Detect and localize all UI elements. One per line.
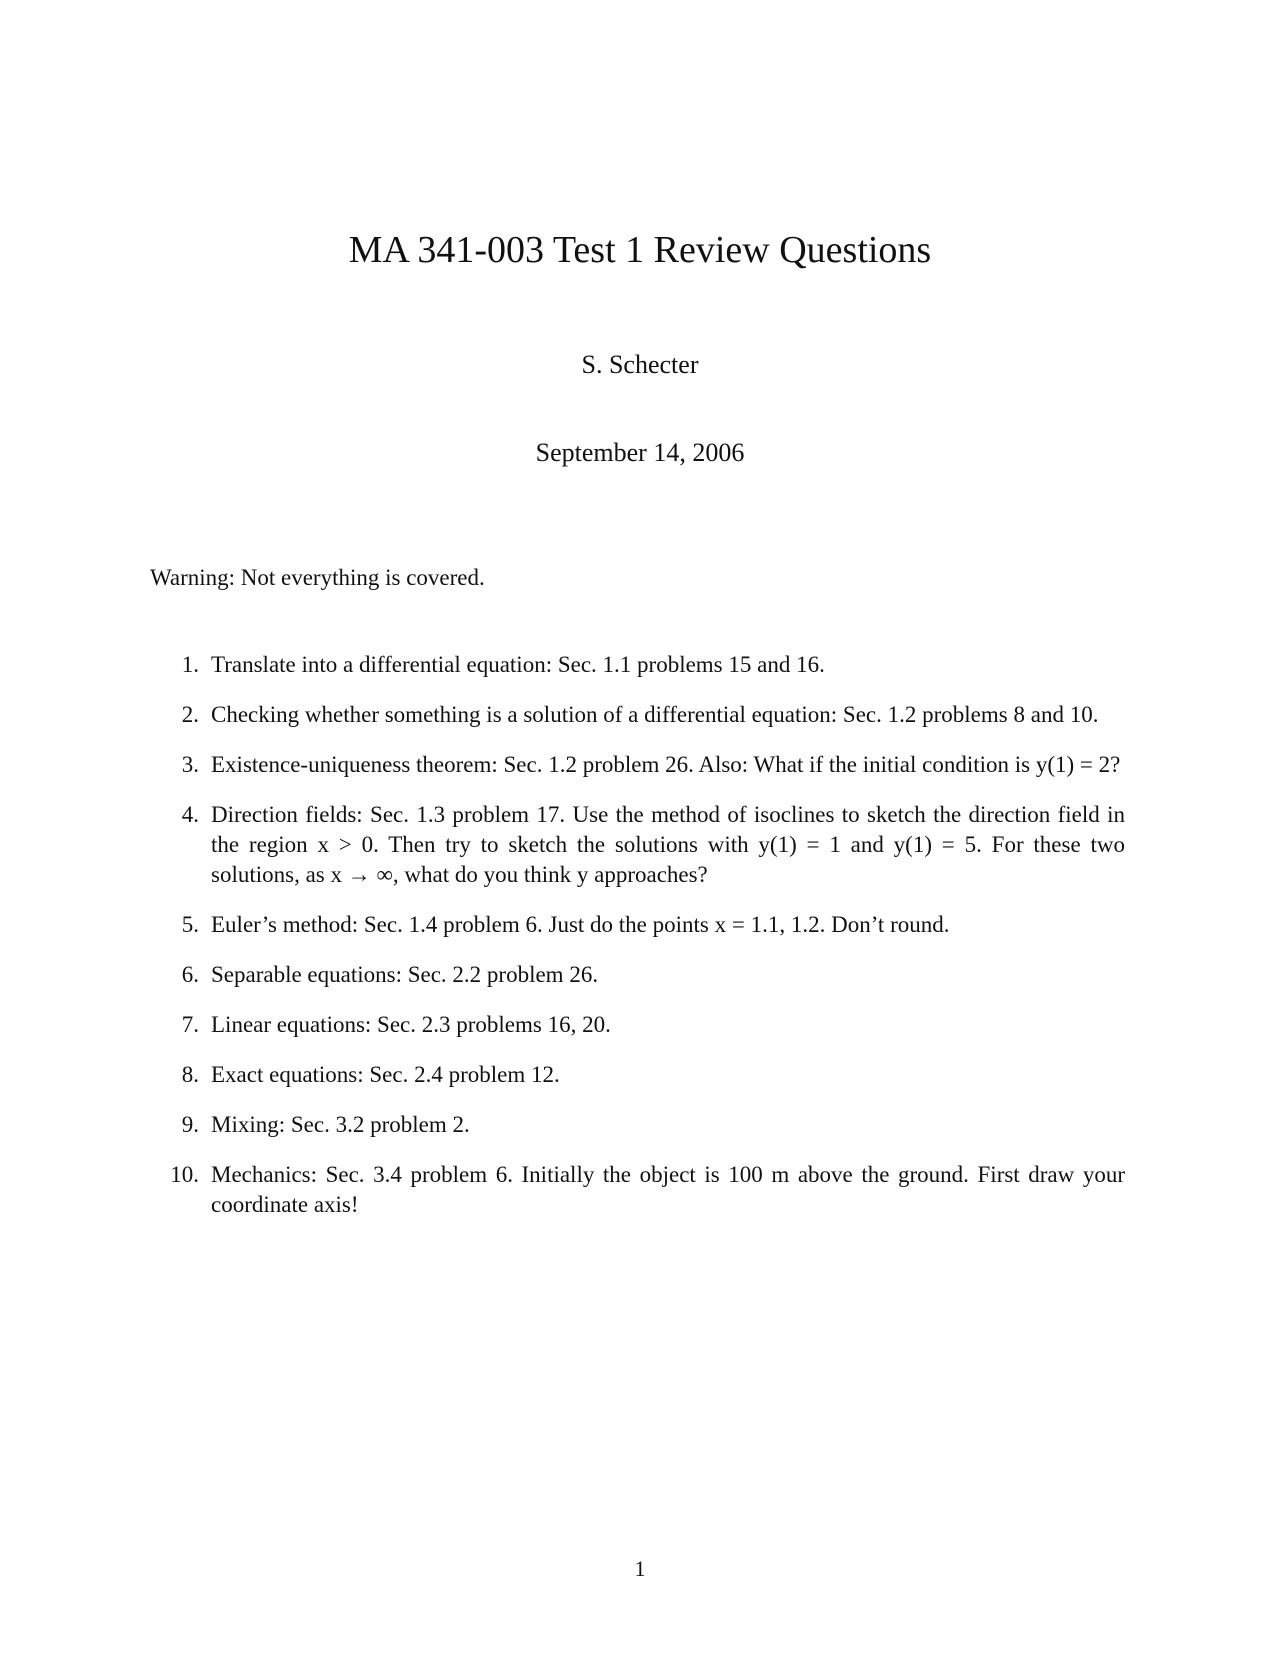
- question-text: Mixing: Sec. 3.2 problem 2.: [211, 1112, 470, 1137]
- question-item: [150, 1060, 1125, 1090]
- question-text: Linear equations: Sec. 2.3 problems 16, 20.: [211, 1012, 611, 1037]
- question-text: Translate into a differential equation: Sec. 1.1 problems 15 and 16.: [211, 652, 825, 677]
- warning-note: Warning: Not everything is covered.: [150, 565, 485, 590]
- document-author: S. Schecter: [581, 350, 699, 379]
- question-text: Existence-uniqueness theorem: Sec. 1.2 problem 26. Also: What if the initial condition is y(1) = 2?: [211, 752, 1121, 777]
- question-text: Checking whether something is a solution of a differential equation: Sec. 1.2 problems 8 and 10.: [211, 702, 1099, 727]
- question-item: [150, 750, 1125, 780]
- question-item: [150, 960, 1125, 990]
- question-text: Euler’s method: Sec. 1.4 problem 6. Just do the points x = 1.1, 1.2. Don’t round.: [211, 912, 950, 937]
- question-number: 1.: [181, 652, 199, 677]
- document-date: September 14, 2006: [535, 438, 745, 467]
- question-item: [150, 1110, 1125, 1140]
- question-number: 8.: [181, 1062, 199, 1087]
- question-text: Exact equations: Sec. 2.4 problem 12.: [211, 1062, 560, 1087]
- document-title: MA 341-003 Test 1 Review Questions: [348, 229, 932, 271]
- question-item: [150, 910, 1125, 940]
- question-item: [150, 1010, 1125, 1040]
- question-number: 4.: [181, 802, 199, 827]
- question-number: 9.: [181, 1112, 199, 1137]
- question-item: [150, 1160, 1125, 1220]
- question-number: 6.: [181, 962, 199, 987]
- question-list: [150, 650, 1125, 1240]
- question-number: 5.: [181, 912, 199, 937]
- question-number: 2.: [181, 702, 199, 727]
- page-number: 1: [634, 1556, 646, 1581]
- question-item: [150, 650, 1125, 680]
- question-item: [150, 700, 1125, 730]
- question-number: 3.: [181, 752, 199, 777]
- question-text: Direction fields: Sec. 1.3 problem 17. Use the method of isoclines to sketch the direction field in the region x > 0. Then try to sketch the solutions with y(1) = 1 and y(1) = 5. For these two solutions, as x → ∞, what do you think y approaches?: [211, 802, 1125, 887]
- question-text: Mechanics: Sec. 3.4 problem 6. Initially the object is 100 m above the ground. First draw your coordinate axis!: [211, 1162, 1125, 1217]
- question-number: 10.: [170, 1162, 199, 1187]
- question-number: 7.: [181, 1012, 199, 1037]
- question-text: Separable equations: Sec. 2.2 problem 26.: [211, 962, 599, 987]
- question-item: [150, 800, 1125, 890]
